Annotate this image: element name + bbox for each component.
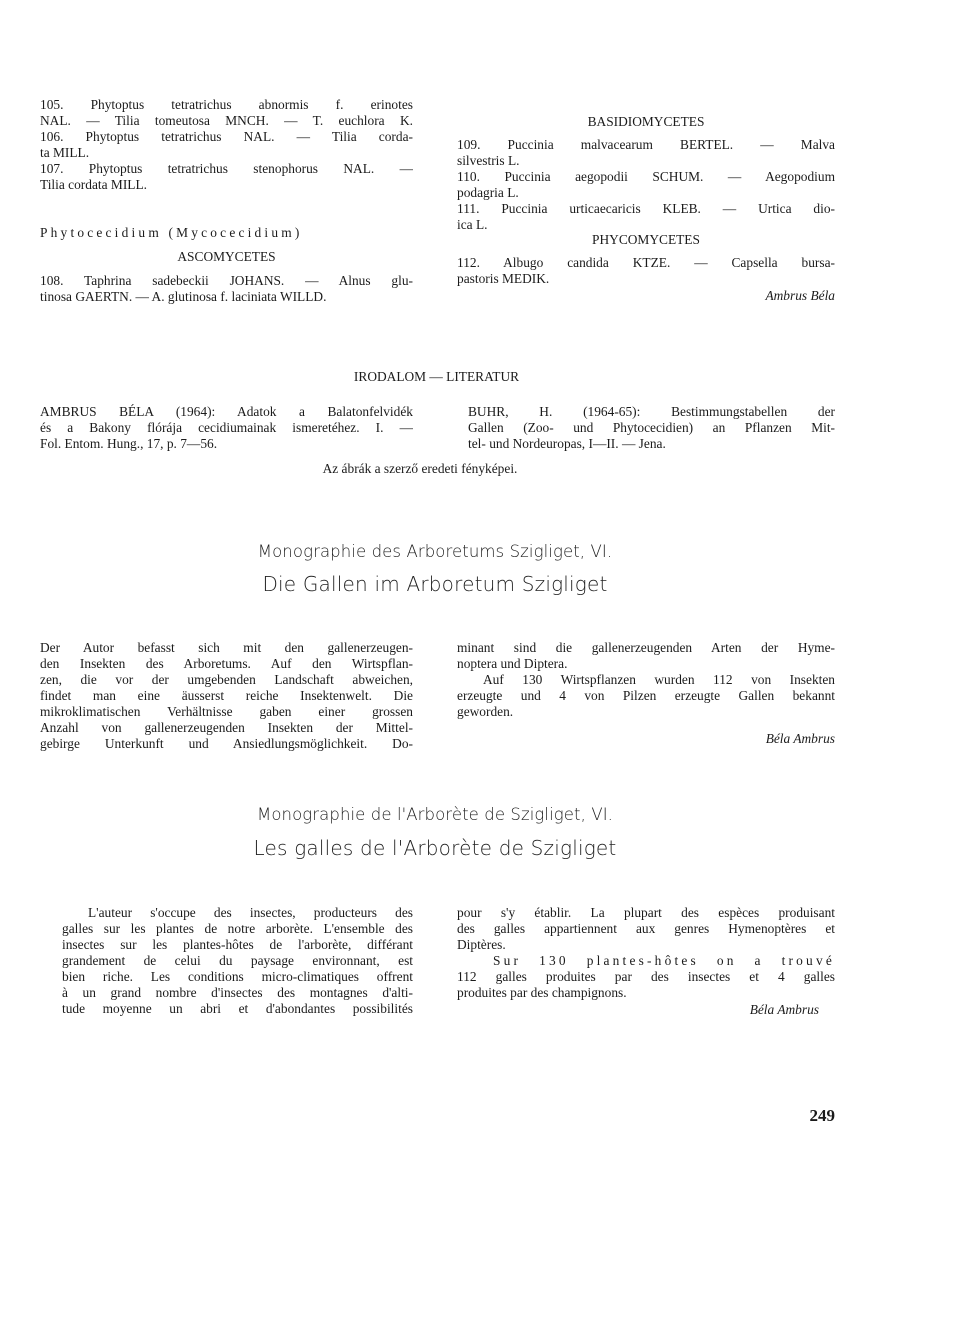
author-signature: Ambrus Béla <box>765 288 835 303</box>
reference-line: BUHR, H. (1964-65): Bestimmungstabellen der <box>468 404 835 419</box>
text-line: zen, die vor der umgebenden Landschaft abweichen, <box>40 672 413 687</box>
french-right-column <box>457 905 835 1001</box>
entry-line: 109. Puccinia malvacearum BERTEL. — Malva <box>457 137 835 152</box>
text-line: bien riche. Les conditions micro-climatiques offrent <box>62 969 413 984</box>
section-heading-phycomycetes: PHYCOMYCETES <box>592 232 700 247</box>
text-line: den Insekten des Arboretums. Auf den Wirtspflan- <box>40 656 413 671</box>
text-line: L'auteur s'occupe des insectes, producteurs des <box>88 905 413 920</box>
reference-left <box>40 404 413 452</box>
entry-line: Tilia cordata MILL. <box>40 177 147 192</box>
text-line: grandement de celui du paysage environnant, est <box>62 953 413 968</box>
text-line: Anzahl von gallenerzeugenden Insekten der Mittel- <box>40 720 413 735</box>
entry-line: tinosa GAERTN. — A. glutinosa f. laciniata WILLD. <box>40 289 327 304</box>
reference-line: tel- und Nordeuropas, I—II. — Jena. <box>468 436 666 451</box>
french-signature: Béla Ambrus <box>749 1002 819 1017</box>
entry-line: NAL. — Tilia tomeutosa MNCH. — T. euchlora K. <box>40 113 413 128</box>
text-line: Der Autor befasst sich mit den gallenerzeugen- <box>40 640 413 655</box>
reference-line: és a Bakony flórája cecidiumainak ismeretéhez. I. — <box>40 420 413 435</box>
french-title: Les galles de l'Arborète de Szigliget <box>253 836 617 860</box>
german-subtitle: Monographie des Arboretums Szigliget, VI. <box>257 542 613 561</box>
text-line: geworden. <box>457 704 514 719</box>
text-line: produites par des champignons. <box>457 985 627 1000</box>
french-left-column <box>62 905 413 1017</box>
text-line: findet man eine äusserst reiche Insektenwelt. Die <box>40 688 413 703</box>
basidiomycetes-entries <box>457 137 835 233</box>
reference-right <box>468 404 835 452</box>
entry-line: ta MILL. <box>40 145 90 160</box>
text-line: des galles appartiennent aux genres Hymenoptères et <box>457 921 835 936</box>
references-heading: IRODALOM — LITERATUR <box>353 369 520 384</box>
text-line: minant sind die gallenerzeugenden Arten der Hyme- <box>457 640 835 655</box>
german-signature: Béla Ambrus <box>765 731 835 746</box>
entry-line: 106. Phytoptus tetratrichus NAL. — Tilia corda- <box>40 129 413 144</box>
entry-line: 111. Puccinia urticaecaricis KLEB. — Urtica dio- <box>457 201 835 216</box>
text-line: pour s'y établir. La plupart des espèces produisant <box>457 905 835 920</box>
reference-line: Fol. Entom. Hung., 17, p. 7—56. <box>40 436 218 451</box>
text-line: erzeugte und 4 von Pilzen erzeugte Gallen bekannt <box>457 688 835 703</box>
entry-line: pastoris MEDIK. <box>457 271 550 286</box>
text-line: à un grand nombre d'insectes des montagnes d'alti- <box>62 985 413 1000</box>
text-line: tude moyenne un abri et d'abondantes possibilités <box>62 1001 413 1016</box>
german-right-column <box>457 640 835 720</box>
german-title: Die Gallen im Arboretum Szigliget <box>262 572 608 596</box>
text-line: insectes sur les plantes-hôtes de l'arborète, différant <box>62 937 413 952</box>
entry-line: silvestris L. <box>457 153 520 168</box>
entry-line: 110. Puccinia aegopodii SCHUM. — Aegopodium <box>457 169 835 184</box>
text-line: noptera und Diptera. <box>457 656 568 671</box>
entry-line: podagria L. <box>457 185 519 200</box>
photo-credit-note: Az ábrák a szerző eredeti fényképei. <box>322 461 518 476</box>
group-heading: Phytocecidium (Mycocecidium) <box>40 225 303 240</box>
reference-line: Gallen (Zoo- und Phytocecidien) an Pflanzen Mit- <box>468 420 835 435</box>
text-line: Diptères. <box>457 937 506 952</box>
entry-line: 105. Phytoptus tetratrichus abnormis f. erinotes <box>40 97 413 112</box>
entry-line: ica L. <box>457 217 488 232</box>
section-heading-basidiomycetes: BASIDIOMYCETES <box>587 114 705 129</box>
german-left-column <box>40 640 413 752</box>
entry-line: 112. Albugo candida KTZE. — Capsella bursa- <box>457 255 835 270</box>
text-line: 112 galles produites par des insectes et 4 galles <box>457 969 835 984</box>
section-heading-ascomycetes: ASCOMYCETES <box>177 249 276 264</box>
text-line: Auf 130 Wirtspflanzen wurden 112 von Insekten <box>483 672 835 687</box>
entry-line: 107. Phytoptus tetratrichus stenophorus NAL. — <box>40 161 413 176</box>
text-line: mikroklimatischen Verhältnisse gaben einer grossen <box>40 704 413 719</box>
text-line: Sur 130 plantes-hôtes on a trouvé <box>493 953 835 968</box>
text-line: galles sur les plantes de notre arborète. L'ensemble des <box>62 921 413 936</box>
reference-line: AMBRUS BÉLA (1964): Adatok a Balatonfelvidék <box>40 404 413 419</box>
phycomycetes-entries <box>457 255 835 287</box>
page-number: 249 <box>809 1106 835 1125</box>
ascomycetes-entry <box>40 273 413 305</box>
text-line: gebirge Unterkunft und Ansiedlungsmöglichkeit. Do- <box>40 736 413 751</box>
left-column <box>40 97 413 193</box>
entry-line: 108. Taphrina sadebeckii JOHANS. — Alnus glu- <box>40 273 413 288</box>
french-subtitle: Monographie de l'Arborète de Szigliget, VI. <box>256 805 614 824</box>
